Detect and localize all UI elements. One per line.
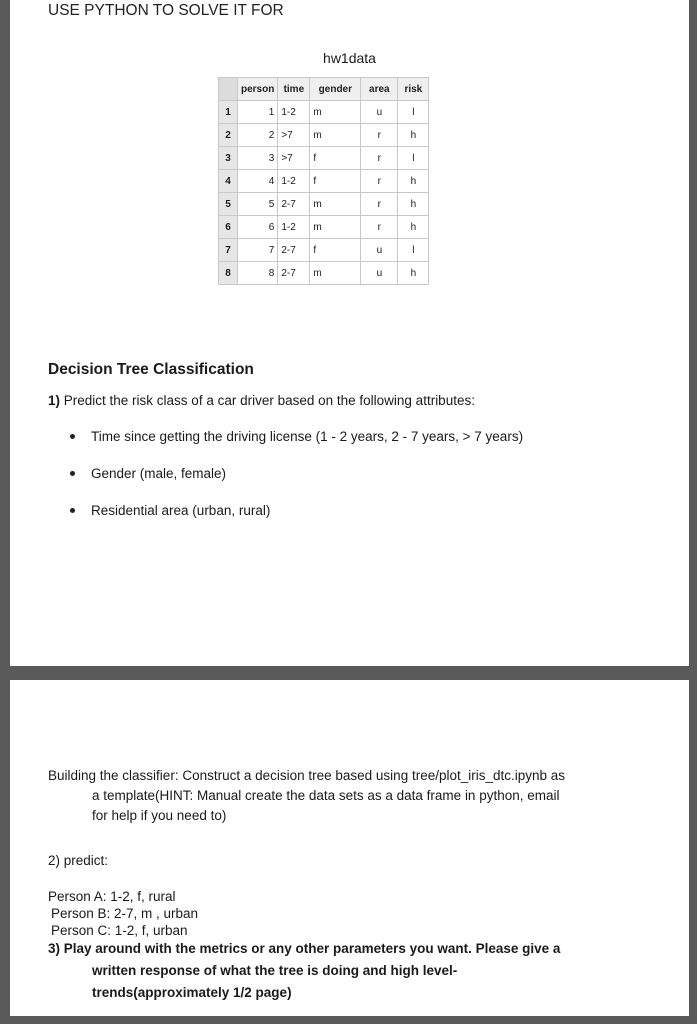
question-1	[48, 393, 475, 408]
question-1-number: 1)	[48, 393, 61, 408]
cell-person: 2	[238, 124, 278, 147]
cell-person: 3	[238, 147, 278, 170]
table-row	[219, 170, 429, 193]
question-3-line-1: 3) Play around with the metrics or any other parameters you want. Please give a	[48, 941, 561, 956]
cell-risk: h	[398, 193, 429, 216]
cell-person: 4	[238, 170, 278, 193]
cell-time: >7	[278, 124, 310, 147]
cell-risk: h	[398, 124, 429, 147]
document-page-2	[10, 680, 689, 1016]
build-line-3: for help if you need to)	[92, 808, 227, 823]
col-header-person: person	[238, 78, 278, 101]
question-3-line-3: trends(approximately 1/2 page)	[92, 985, 292, 1000]
cell-risk: l	[398, 147, 429, 170]
person-c: Person C: 1-2, f, urban	[51, 923, 188, 938]
cell-time: 2-7	[278, 193, 310, 216]
cell-gender: m	[310, 262, 361, 285]
cell-person: 8	[238, 262, 278, 285]
row-number: 4	[219, 170, 238, 193]
cell-time: 1-2	[278, 216, 310, 239]
person-b: Person B: 2-7, m , urban	[51, 906, 199, 921]
cell-gender: m	[310, 216, 361, 239]
col-header-area: area	[361, 78, 398, 101]
question-3	[48, 938, 648, 1004]
corner-cell	[219, 78, 238, 101]
cell-person: 1	[238, 101, 278, 124]
row-number: 1	[219, 101, 238, 124]
col-header-time: time	[278, 78, 310, 101]
table-row	[219, 193, 429, 216]
table-title: hw1data	[323, 50, 376, 66]
table-row	[219, 101, 429, 124]
build-instructions	[48, 766, 648, 826]
question-1-text: Predict the risk class of a car driver based on the following attributes:	[60, 393, 475, 408]
cell-gender: m	[310, 124, 361, 147]
cell-gender: f	[310, 170, 361, 193]
question-3-line-2: written response of what the tree is doing and high level-	[92, 963, 458, 978]
cell-risk: l	[398, 239, 429, 262]
cell-risk: h	[398, 262, 429, 285]
attribute-list	[70, 418, 523, 529]
cell-time: 1-2	[278, 101, 310, 124]
table-row	[219, 262, 429, 285]
data-table	[218, 77, 429, 285]
predict-heading: 2) predict:	[48, 853, 109, 868]
cell-gender: f	[310, 147, 361, 170]
table-row	[219, 124, 429, 147]
cell-time: 2-7	[278, 262, 310, 285]
build-line-1: Building the classifier: Construct a decision tree based using tree/plot_iris_dtc.ipynb as	[48, 768, 566, 783]
cell-time: >7	[278, 147, 310, 170]
cell-time: 1-2	[278, 170, 310, 193]
cell-area: u	[361, 239, 398, 262]
cell-area: r	[361, 193, 398, 216]
row-number: 6	[219, 216, 238, 239]
cell-time: 2-7	[278, 239, 310, 262]
cell-area: r	[361, 147, 398, 170]
attribute-item-time: Time since getting the driving license (1 - 2 years, 2 - 7 years, > 7 years)	[70, 418, 523, 455]
attribute-item-area: Residential area (urban, rural)	[70, 492, 523, 529]
cell-person: 7	[238, 239, 278, 262]
cell-gender: m	[310, 193, 361, 216]
cell-person: 6	[238, 216, 278, 239]
col-header-gender: gender	[310, 78, 361, 101]
row-number: 3	[219, 147, 238, 170]
table-header-row	[219, 78, 429, 101]
table-row	[219, 216, 429, 239]
cell-risk: h	[398, 216, 429, 239]
attribute-item-gender: Gender (male, female)	[70, 455, 523, 492]
assignment-heading: USE PYTHON TO SOLVE IT FOR	[48, 2, 284, 19]
table-row	[219, 239, 429, 262]
section-title: Decision Tree Classification	[48, 361, 254, 378]
build-line-2: a template(HINT: Manual create the data sets as a data frame in python, email	[92, 788, 560, 803]
document-page-1	[10, 0, 689, 666]
cell-area: r	[361, 124, 398, 147]
cell-area: u	[361, 101, 398, 124]
cell-gender: m	[310, 101, 361, 124]
cell-area: r	[361, 170, 398, 193]
row-number: 8	[219, 262, 238, 285]
col-header-risk: risk	[398, 78, 429, 101]
cell-area: u	[361, 262, 398, 285]
row-number: 2	[219, 124, 238, 147]
cell-risk: l	[398, 101, 429, 124]
cell-area: r	[361, 216, 398, 239]
row-number: 7	[219, 239, 238, 262]
cell-risk: h	[398, 170, 429, 193]
cell-gender: f	[310, 239, 361, 262]
cell-person: 5	[238, 193, 278, 216]
table-row	[219, 147, 429, 170]
person-a: Person A: 1-2, f, rural	[48, 889, 176, 904]
row-number: 5	[219, 193, 238, 216]
